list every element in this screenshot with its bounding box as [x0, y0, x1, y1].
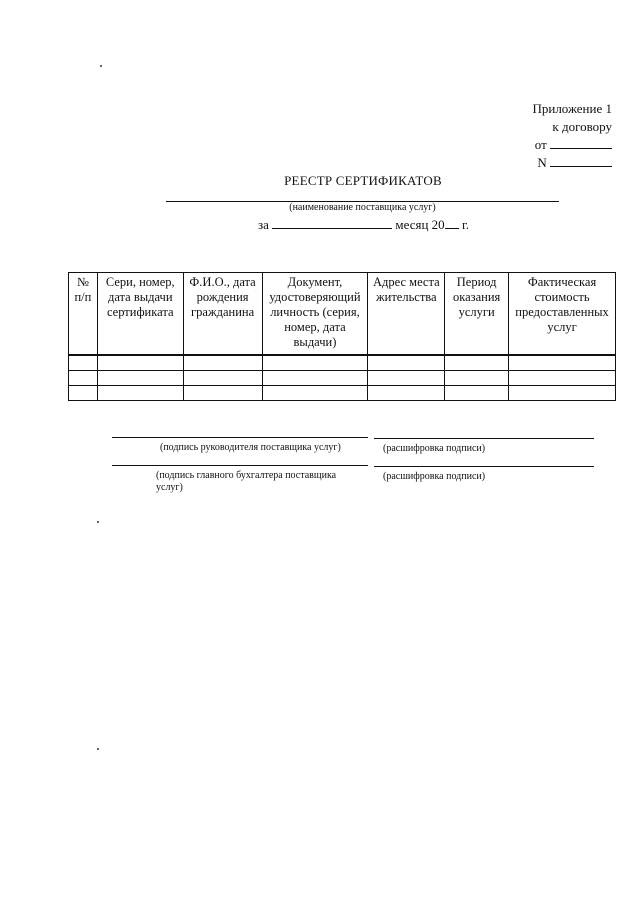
table-cell: [445, 371, 509, 386]
period-year-blank: [445, 216, 459, 229]
column-header-service-period: Период оказания услуги: [445, 273, 509, 356]
table-cell: [368, 386, 445, 401]
table-cell: [183, 371, 262, 386]
head-decode-blank: [374, 438, 594, 439]
annex-date-line: [532, 136, 612, 154]
table-row: [69, 386, 616, 401]
annex-title: Приложение 1: [532, 101, 612, 116]
column-header-citizen: Ф.И.О., дата рождения гражданина: [183, 273, 262, 356]
period-month-label: месяц 20: [395, 217, 445, 232]
head-signature-caption: (подпись руководителя поставщика услуг): [160, 442, 341, 453]
annex-date-label: от: [534, 137, 547, 152]
accountant-decode-blank: [374, 466, 594, 467]
table-cell: [262, 371, 368, 386]
head-signature-blank: [112, 437, 368, 438]
table-cell: [97, 386, 183, 401]
accountant-signature-blank: [112, 465, 368, 466]
scan-speck: [100, 65, 102, 67]
table-cell: [368, 371, 445, 386]
accountant-signature-caption: (подпись главного бухгалтера поставщика услуг): [156, 470, 337, 493]
supplier-caption: (наименование поставщика услуг): [289, 202, 436, 213]
document-title: РЕЕСТР СЕРТИФИКАТОВ: [284, 173, 442, 188]
table-cell: [445, 355, 509, 371]
period-year-suffix: г.: [461, 217, 470, 232]
table-cell: [69, 386, 98, 401]
table-cell: [97, 355, 183, 371]
table-cell: [445, 386, 509, 401]
column-header-number: № п/п: [69, 273, 98, 356]
annex-number-blank: [550, 154, 612, 167]
table-cell: [368, 355, 445, 371]
head-decode-caption: (расшифровка подписи): [383, 443, 486, 454]
annex-number-label: N: [537, 155, 547, 170]
table-cell: [183, 355, 262, 371]
annex-contract-ref: к договору: [552, 119, 612, 134]
column-header-certificate: Сери, номер, дата выдачи сертификата: [97, 273, 183, 356]
annex-number-line: [532, 154, 612, 172]
scan-speck: [97, 521, 99, 523]
table-row: [69, 371, 616, 386]
table-cell: [262, 355, 368, 371]
annex-block: [532, 100, 612, 172]
table-cell: [509, 355, 616, 371]
table-cell: [262, 386, 368, 401]
table-cell: [183, 386, 262, 401]
period-month-blank: [272, 216, 392, 229]
table-cell: [69, 355, 98, 371]
column-header-identity-document: Документ, удостоверяющий личность (серия, номер, дата выдачи): [262, 273, 368, 356]
table-row: [69, 355, 616, 371]
column-header-address: Адрес места жительства: [368, 273, 445, 356]
period-prefix: за: [258, 217, 269, 232]
table-cell: [97, 371, 183, 386]
scan-speck: [97, 748, 99, 750]
table-cell: [509, 371, 616, 386]
annex-date-blank: [550, 136, 612, 149]
column-header-cost: Фактическая стоимость предоставленных услуг: [509, 273, 616, 356]
certificates-register-table: [68, 272, 616, 401]
table-header-row: [69, 273, 616, 356]
period-line: [258, 216, 469, 233]
accountant-decode-caption: (расшифровка подписи): [383, 471, 486, 482]
table-cell: [509, 386, 616, 401]
table-cell: [69, 371, 98, 386]
